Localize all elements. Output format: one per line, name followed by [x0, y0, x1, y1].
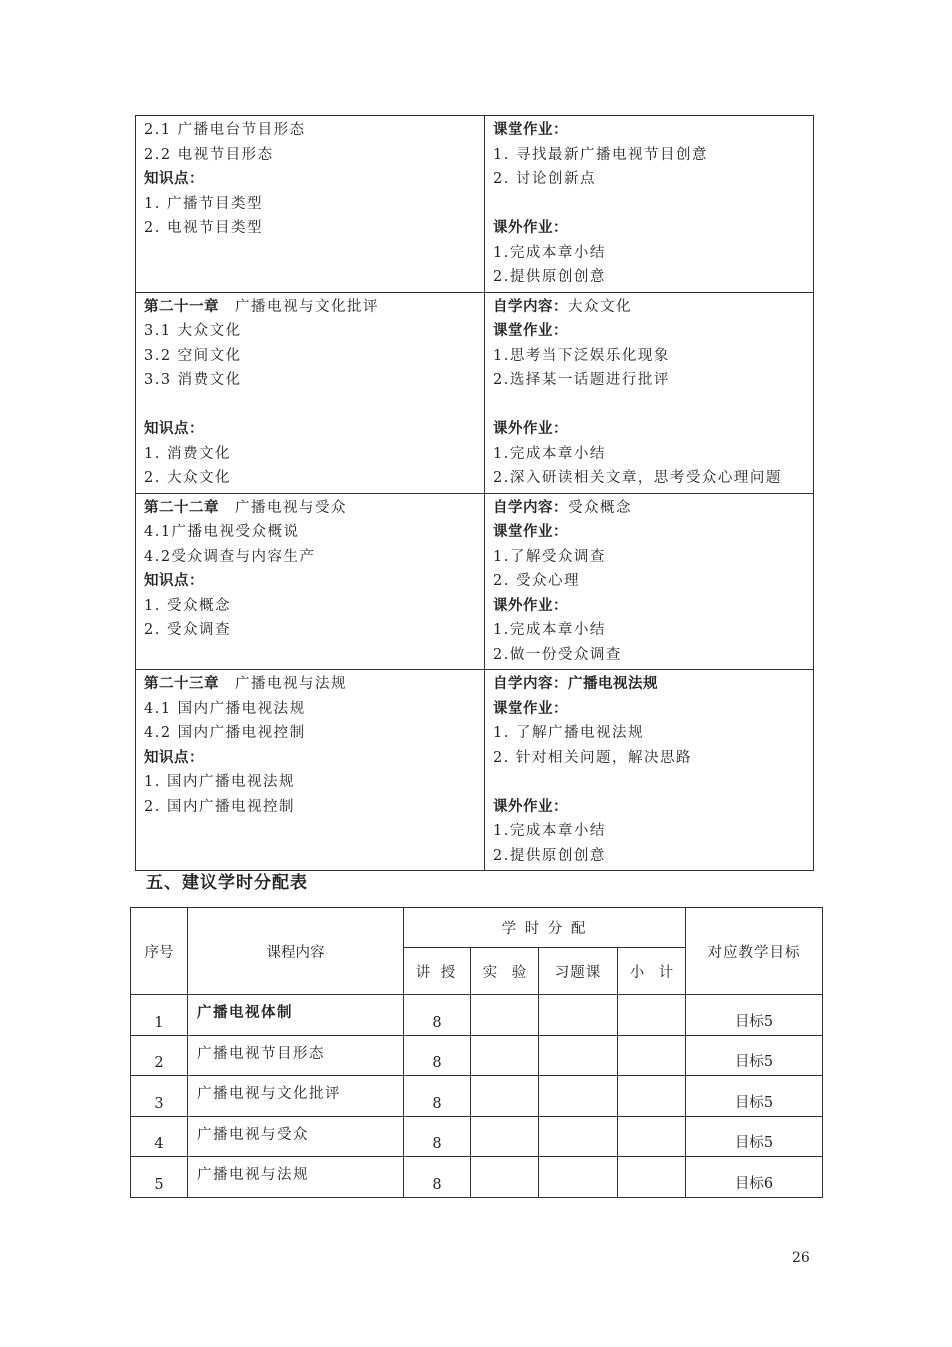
line-text: 2. 受众心理	[493, 573, 580, 589]
cell-content: 广播电视与法规	[188, 1157, 404, 1198]
text-line	[493, 672, 805, 697]
text-line	[144, 295, 476, 320]
hours-header-row-1	[131, 908, 823, 948]
text-line	[493, 819, 805, 844]
cell-seq: 5	[131, 1157, 188, 1198]
cell-subtotal	[618, 1116, 686, 1157]
header-allocation: 学 时 分 配	[404, 908, 686, 948]
text-line	[144, 417, 476, 442]
line-text: 课堂作业：	[493, 121, 568, 138]
text-line	[144, 496, 476, 521]
syllabus-body	[136, 116, 814, 871]
hours-row	[131, 1157, 823, 1198]
line-text: 课堂作业：	[493, 523, 568, 540]
text-line	[493, 167, 805, 192]
header-seq: 序号	[131, 908, 188, 995]
text-line	[493, 466, 805, 491]
cell-experiment	[471, 1035, 539, 1076]
line-text: 4.2 国内广播电视控制	[144, 725, 306, 741]
assignment-cell	[485, 493, 814, 670]
cell-lecture: 8	[404, 1076, 471, 1117]
text-line	[144, 795, 476, 820]
syllabus-row	[136, 670, 814, 871]
text-line	[144, 118, 476, 143]
text-line	[493, 697, 805, 722]
text-line	[144, 520, 476, 545]
text-line	[144, 319, 476, 344]
header-lecture: 讲 授	[404, 948, 471, 995]
cell-content: 广播电视与文化批评	[188, 1076, 404, 1117]
line-text: 2. 讨论创新点	[493, 171, 596, 187]
text-line	[144, 192, 476, 217]
text-line	[144, 569, 476, 594]
syllabus-row	[136, 116, 814, 293]
text-line	[493, 216, 805, 241]
line-suffix: 大众文化	[568, 298, 632, 315]
line-text: 课堂作业：	[493, 699, 568, 717]
header-content: 课程内容	[188, 908, 404, 995]
cell-subtotal	[618, 1076, 686, 1117]
text-line	[144, 594, 476, 619]
line-text: 2. 国内广播电视控制	[144, 798, 295, 815]
text-line	[493, 844, 805, 869]
line-suffix: 广播电视与法规	[219, 676, 347, 692]
cell-content: 广播电视节目形态	[188, 1035, 404, 1076]
text-line	[493, 417, 805, 442]
blank-line	[493, 770, 805, 795]
text-line	[144, 697, 476, 722]
line-text: 1.完成本章小结	[493, 823, 606, 839]
cell-seq: 2	[131, 1035, 188, 1076]
line-text: 第二十三章	[144, 675, 219, 692]
line-text: 1.思考当下泛娱乐化现象	[493, 347, 670, 364]
syllabus-table	[135, 115, 814, 871]
cell-lecture: 8	[404, 995, 471, 1036]
cell-exercise	[539, 1035, 618, 1076]
line-suffix: 广播电视与受众	[219, 499, 347, 516]
cell-seq: 4	[131, 1116, 188, 1157]
line-text: 1.完成本章小结	[493, 622, 606, 638]
line-text: 2.提供原创创意	[493, 269, 606, 285]
cell-lecture: 8	[404, 1157, 471, 1198]
cell-exercise	[539, 1076, 618, 1117]
page-number: 26	[792, 1250, 810, 1266]
text-line	[144, 216, 476, 241]
text-line	[493, 496, 805, 521]
text-line	[144, 466, 476, 491]
cell-experiment	[471, 1116, 539, 1157]
line-text: 自学内容：	[493, 297, 568, 315]
line-text: 2. 大众文化	[144, 470, 231, 486]
text-line	[144, 770, 476, 795]
text-line	[493, 569, 805, 594]
line-suffix: 广播电视与文化批评	[219, 298, 379, 315]
line-text: 4.1广播电视受众概说	[144, 524, 300, 540]
line-text: 课外作业：	[493, 596, 568, 614]
line-text: 2.2 电视节目形态	[144, 146, 274, 163]
chapter-cell	[136, 493, 485, 670]
text-line	[493, 643, 805, 668]
hours-body	[131, 995, 823, 1198]
text-line	[144, 442, 476, 467]
line-text: 1. 受众概念	[144, 597, 231, 614]
text-line	[144, 746, 476, 771]
cell-seq: 1	[131, 995, 188, 1036]
line-text: 1.了解受众调查	[493, 548, 606, 565]
line-text: 1. 消费文化	[144, 445, 231, 462]
cell-seq: 3	[131, 1076, 188, 1117]
line-text: 知识点：	[144, 748, 204, 766]
line-text: 自学内容：广播电视法规	[493, 675, 658, 692]
chapter-cell	[136, 116, 485, 293]
cell-content: 广播电视与受众	[188, 1116, 404, 1157]
text-line	[493, 746, 805, 771]
line-text: 1. 了解广播电视法规	[493, 725, 644, 741]
text-line	[144, 721, 476, 746]
line-text: 知识点：	[144, 420, 204, 437]
cell-lecture: 8	[404, 1116, 471, 1157]
syllabus-row	[136, 292, 814, 493]
cell-experiment	[471, 1157, 539, 1198]
text-line	[144, 167, 476, 192]
text-line	[493, 545, 805, 570]
line-text: 课外作业：	[493, 219, 568, 236]
header-subtotal: 小 计	[618, 948, 686, 995]
line-text: 课堂作业：	[493, 322, 568, 339]
line-text: 1.完成本章小结	[493, 244, 606, 261]
chapter-cell	[136, 292, 485, 493]
hours-row	[131, 1076, 823, 1117]
line-text: 知识点：	[144, 572, 204, 589]
line-text: 知识点：	[144, 170, 204, 187]
text-line	[493, 795, 805, 820]
line-text: 2.提供原创创意	[493, 847, 606, 864]
text-line	[493, 241, 805, 266]
text-line	[144, 368, 476, 393]
line-text: 4.1 国内广播电视法规	[144, 700, 306, 717]
text-line	[144, 618, 476, 643]
assignment-cell	[485, 292, 814, 493]
text-line	[493, 265, 805, 290]
cell-goal: 目标5	[686, 1116, 823, 1157]
text-line	[144, 672, 476, 697]
header-experiment: 实 验	[471, 948, 539, 995]
line-text: 1. 国内广播电视法规	[144, 774, 295, 790]
header-exercise: 习题课	[539, 948, 618, 995]
line-text: 2.选择某一话题进行批评	[493, 372, 670, 388]
text-line	[493, 618, 805, 643]
text-line	[493, 295, 805, 320]
hours-row	[131, 1116, 823, 1157]
cell-experiment	[471, 1076, 539, 1117]
cell-goal: 目标6	[686, 1157, 823, 1198]
blank-line	[493, 192, 805, 217]
line-text: 课外作业：	[493, 797, 568, 815]
text-line	[493, 594, 805, 619]
chapter-cell	[136, 670, 485, 871]
header-goal: 对应教学目标	[686, 908, 823, 995]
section-title: 五、建议学时分配表	[146, 873, 308, 893]
text-line	[493, 721, 805, 746]
line-text: 1. 寻找最新广播电视节目创意	[493, 146, 708, 163]
hours-row	[131, 995, 823, 1036]
text-line	[144, 545, 476, 570]
cell-subtotal	[618, 1157, 686, 1198]
text-line	[493, 368, 805, 393]
line-text: 4.2受众调查与内容生产	[144, 548, 316, 565]
line-text: 第二十一章	[144, 297, 219, 315]
cell-lecture: 8	[404, 1035, 471, 1076]
line-text: 自学内容：	[493, 498, 568, 516]
line-text: 2. 受众调查	[144, 622, 231, 638]
cell-goal: 目标5	[686, 995, 823, 1036]
syllabus-row	[136, 493, 814, 670]
line-text: 2.深入研读相关文章，思考受众心理问题	[493, 470, 782, 486]
cell-experiment	[471, 995, 539, 1036]
line-text: 2.1 广播电台节目形态	[144, 122, 306, 138]
line-text: 第二十二章	[144, 498, 219, 516]
text-line	[144, 344, 476, 369]
line-text: 1. 广播节目类型	[144, 195, 263, 212]
line-text: 1.完成本章小结	[493, 445, 606, 462]
text-line	[493, 118, 805, 143]
cell-goal: 目标5	[686, 1076, 823, 1117]
cell-exercise	[539, 995, 618, 1036]
line-text: 2. 针对相关问题，解决思路	[493, 749, 692, 766]
line-text: 3.3 消费文化	[144, 372, 242, 388]
assignment-cell	[485, 670, 814, 871]
blank-line	[144, 393, 476, 418]
line-text: 2. 电视节目类型	[144, 220, 263, 236]
line-text: 2.做一份受众调查	[493, 646, 622, 663]
cell-exercise	[539, 1157, 618, 1198]
cell-subtotal	[618, 995, 686, 1036]
assignment-cell	[485, 116, 814, 293]
text-line	[493, 442, 805, 467]
text-line	[493, 143, 805, 168]
cell-exercise	[539, 1116, 618, 1157]
line-text: 课外作业：	[493, 420, 568, 437]
text-line	[493, 520, 805, 545]
hours-row	[131, 1035, 823, 1076]
hours-table	[130, 907, 823, 1198]
text-line	[493, 319, 805, 344]
line-text: 3.2 空间文化	[144, 347, 242, 364]
text-line	[493, 344, 805, 369]
text-line	[144, 143, 476, 168]
cell-subtotal	[618, 1035, 686, 1076]
line-suffix: 受众概念	[568, 499, 632, 516]
cell-content: 广播电视体制	[188, 995, 404, 1036]
blank-line	[493, 393, 805, 418]
line-text: 3.1 大众文化	[144, 323, 242, 339]
cell-goal: 目标5	[686, 1035, 823, 1076]
